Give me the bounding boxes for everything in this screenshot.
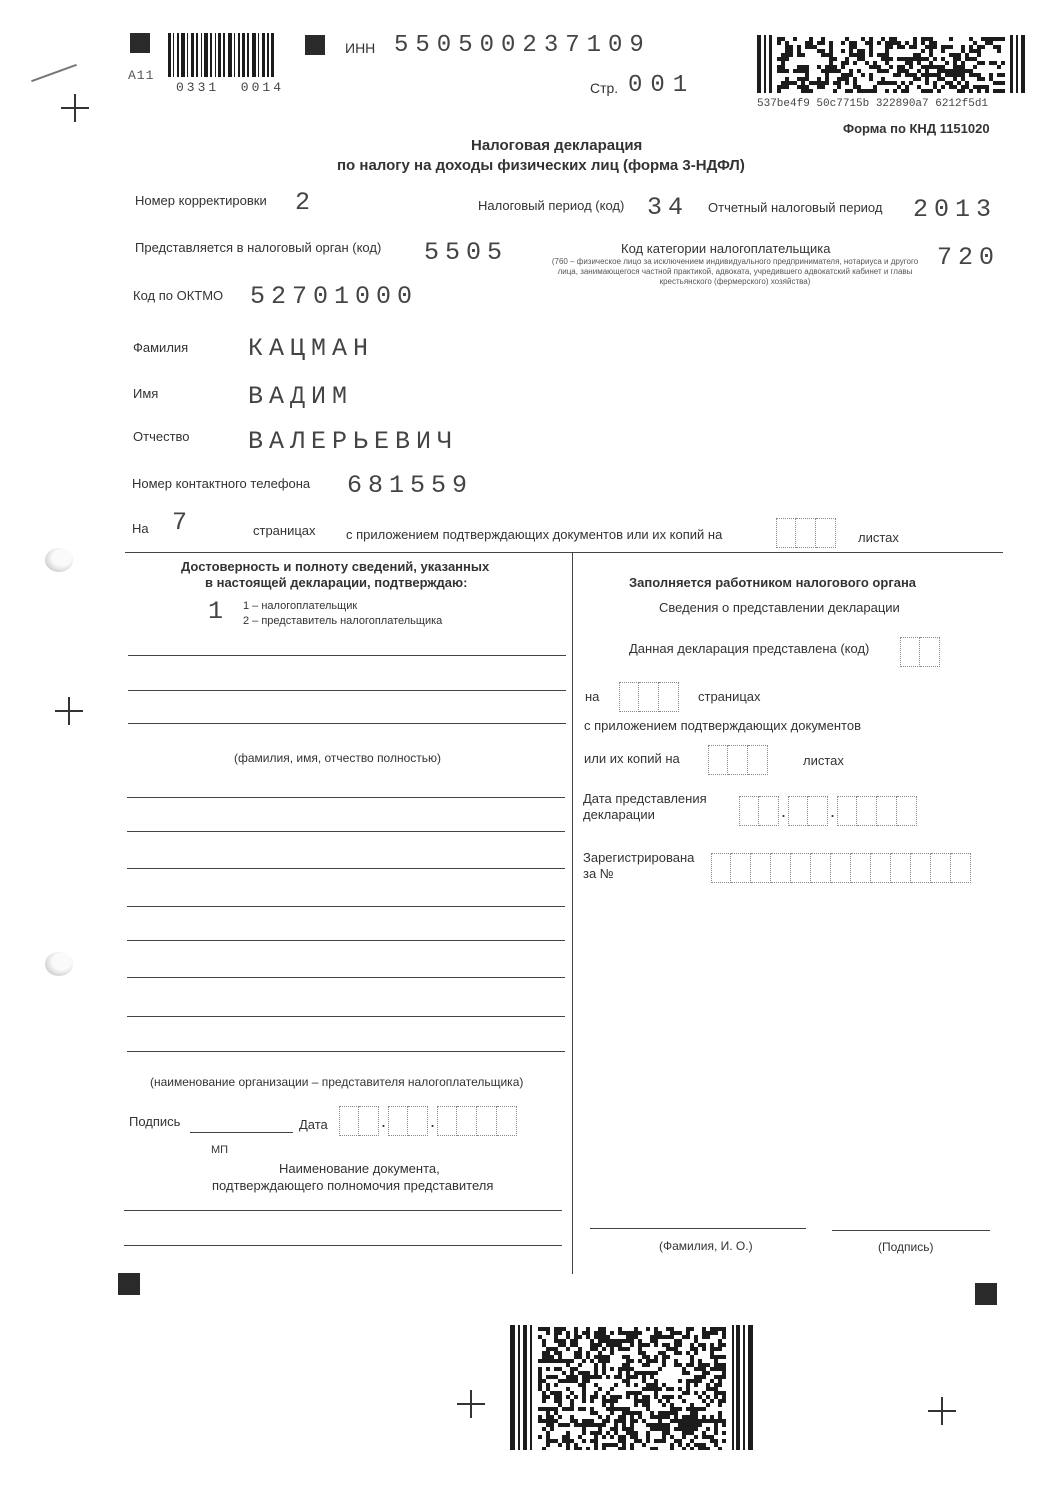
title-line-1: Налоговая декларация bbox=[471, 137, 643, 154]
submission-date-label-1: Дата представления bbox=[583, 791, 707, 806]
right-sheets-label: листах bbox=[803, 753, 844, 768]
punch-hole-2 bbox=[45, 952, 73, 976]
staple-mark bbox=[31, 64, 77, 82]
category-value[interactable]: 720 bbox=[937, 243, 1001, 272]
period-label: Налоговый период (код) bbox=[478, 198, 625, 213]
report-period-value[interactable]: 2013 bbox=[913, 195, 998, 224]
header-hash: 537be4f9 50c7715b 322890a7 6212f5d1 bbox=[757, 98, 989, 110]
confirm-line-2: в настоящей декларации, подтверждаю: bbox=[205, 575, 468, 590]
tax-authority-value[interactable]: 5505 bbox=[424, 238, 509, 267]
punch-hole-1 bbox=[45, 548, 73, 572]
crosshair-mark-3 bbox=[457, 1390, 485, 1418]
pages-prefix: На bbox=[132, 521, 149, 536]
pages-suffix: страницах bbox=[253, 523, 316, 538]
oktmo-label: Код по ОКТМО bbox=[133, 288, 224, 303]
registration-mark-bottom-left bbox=[118, 1273, 140, 1295]
org-line-8[interactable] bbox=[127, 1051, 565, 1052]
registration-mark-bottom-right bbox=[975, 1283, 997, 1305]
right-pages-cells[interactable] bbox=[619, 682, 679, 712]
surname-value[interactable]: КАЦМАН bbox=[248, 334, 375, 363]
crosshair-mark-4 bbox=[928, 1397, 956, 1425]
submission-date-label-2: декларации bbox=[583, 807, 655, 822]
form-code: А11 bbox=[128, 68, 155, 83]
period-value[interactable]: 34 bbox=[647, 193, 690, 222]
doc-line-2: подтверждающего полномочия представителя bbox=[212, 1178, 494, 1193]
registered-label-2: за № bbox=[583, 866, 614, 881]
org-line-6[interactable] bbox=[127, 977, 565, 978]
header-2d-barcode bbox=[757, 35, 1025, 93]
confirm-line-1: Достоверность и полноту сведений, указанных bbox=[181, 559, 490, 574]
doc-line-1: Наименование документа, bbox=[279, 1161, 440, 1176]
officer-sign-line[interactable] bbox=[832, 1230, 990, 1231]
right-subheading: Сведения о представлении декларации bbox=[659, 600, 900, 615]
correction-label: Номер корректировки bbox=[135, 193, 267, 208]
category-note: (760 – физическое лицо за исключением индивидуального предпринимателя, нотариуса и другого лица, занимающегося частной практикой, адвоката, учредившего адвокатский кабинет и главы крестьянского (фермерского) хозяйства) bbox=[551, 257, 919, 286]
fio-caption: (фамилия, имя, отчество полностью) bbox=[234, 751, 442, 765]
doc-line-field-2[interactable] bbox=[124, 1245, 562, 1246]
org-line-2[interactable] bbox=[127, 831, 565, 832]
submission-date-cells[interactable]: . . bbox=[739, 796, 917, 826]
org-caption: (наименование организации – представителя налогоплательщика) bbox=[150, 1075, 524, 1089]
page-value: 001 bbox=[628, 72, 696, 99]
attachments-label: с приложением подтверждающих документов или их копий на bbox=[346, 527, 723, 542]
officer-fio-caption: (Фамилия, И. О.) bbox=[659, 1239, 753, 1253]
barcode-digits: 0331 0014 bbox=[176, 80, 285, 95]
oktmo-value[interactable]: 52701000 bbox=[250, 282, 419, 311]
right-heading: Заполняется работником налогового органа bbox=[629, 575, 917, 590]
title-line-2: по налогу на доходы физических лиц (форма 3-НДФЛ) bbox=[337, 157, 745, 174]
column-divider bbox=[572, 552, 573, 1274]
inn-label: ИНН bbox=[345, 40, 376, 56]
inn-value: 550500237109 bbox=[394, 32, 651, 59]
right-pages-label: страницах bbox=[698, 689, 761, 704]
crosshair-mark-2 bbox=[55, 697, 83, 725]
section-divider bbox=[125, 552, 1003, 553]
stamp-label: МП bbox=[211, 1144, 229, 1156]
right-attach-label: с приложением подтверждающих документов bbox=[584, 718, 861, 733]
attachments-sheets-cells[interactable] bbox=[776, 518, 836, 548]
date-label-left: Дата bbox=[299, 1117, 328, 1132]
fio-line-1[interactable] bbox=[128, 655, 566, 656]
registration-mark-top-middle bbox=[305, 35, 325, 55]
org-line-1[interactable] bbox=[127, 797, 565, 798]
header-barcode bbox=[168, 33, 286, 77]
registered-number-cells[interactable] bbox=[711, 853, 971, 883]
org-line-5[interactable] bbox=[127, 940, 565, 941]
officer-fio-line[interactable] bbox=[590, 1228, 806, 1229]
registered-label-1: Зарегистрирована bbox=[583, 850, 695, 865]
right-sheets-cells[interactable] bbox=[708, 745, 768, 775]
crosshair-mark-1 bbox=[61, 94, 89, 122]
correction-value[interactable]: 2 bbox=[295, 188, 317, 217]
fio-line-2[interactable] bbox=[128, 690, 566, 691]
right-copies-label: или их копий на bbox=[584, 751, 680, 766]
org-line-7[interactable] bbox=[127, 1016, 565, 1017]
category-label: Код категории налогоплательщика bbox=[621, 241, 831, 256]
signature-label: Подпись bbox=[129, 1114, 181, 1129]
patronymic-value[interactable]: ВАЛЕРЬЕВИЧ bbox=[248, 427, 459, 456]
confirm-option-2: 2 – представитель налогоплательщика bbox=[243, 615, 443, 627]
doc-line-field-1[interactable] bbox=[124, 1210, 562, 1211]
fio-line-3[interactable] bbox=[128, 723, 566, 724]
pages-value[interactable]: 7 bbox=[172, 508, 194, 537]
surname-label: Фамилия bbox=[133, 340, 189, 355]
signature-line[interactable] bbox=[190, 1132, 293, 1133]
bottom-2d-barcode bbox=[510, 1325, 753, 1450]
org-line-3[interactable] bbox=[127, 868, 565, 869]
org-line-4[interactable] bbox=[127, 906, 565, 907]
tax-authority-label: Представляется в налоговый орган (код) bbox=[135, 240, 382, 255]
patronymic-label: Отчество bbox=[133, 429, 190, 444]
right-on-label: на bbox=[585, 689, 600, 704]
report-period-label: Отчетный налоговый период bbox=[708, 200, 883, 215]
officer-sign-caption: (Подпись) bbox=[878, 1240, 934, 1254]
confirm-value[interactable]: 1 bbox=[208, 597, 230, 626]
submitted-label: Данная декларация представлена (код) bbox=[629, 641, 870, 656]
phone-label: Номер контактного телефона bbox=[132, 476, 311, 491]
name-label: Имя bbox=[133, 386, 159, 401]
registration-mark-top-left bbox=[130, 33, 150, 53]
name-value[interactable]: ВАДИМ bbox=[248, 382, 354, 411]
page-label: Стр. bbox=[590, 80, 619, 96]
sheets-label: листах bbox=[858, 530, 899, 545]
confirm-option-1: 1 – налогоплательщик bbox=[243, 600, 358, 612]
submitted-code-cells[interactable] bbox=[900, 637, 940, 667]
date-cells-left[interactable]: . . bbox=[339, 1106, 517, 1136]
phone-value[interactable]: 681559 bbox=[347, 471, 474, 500]
knd-label: Форма по КНД 1151020 bbox=[843, 121, 990, 136]
